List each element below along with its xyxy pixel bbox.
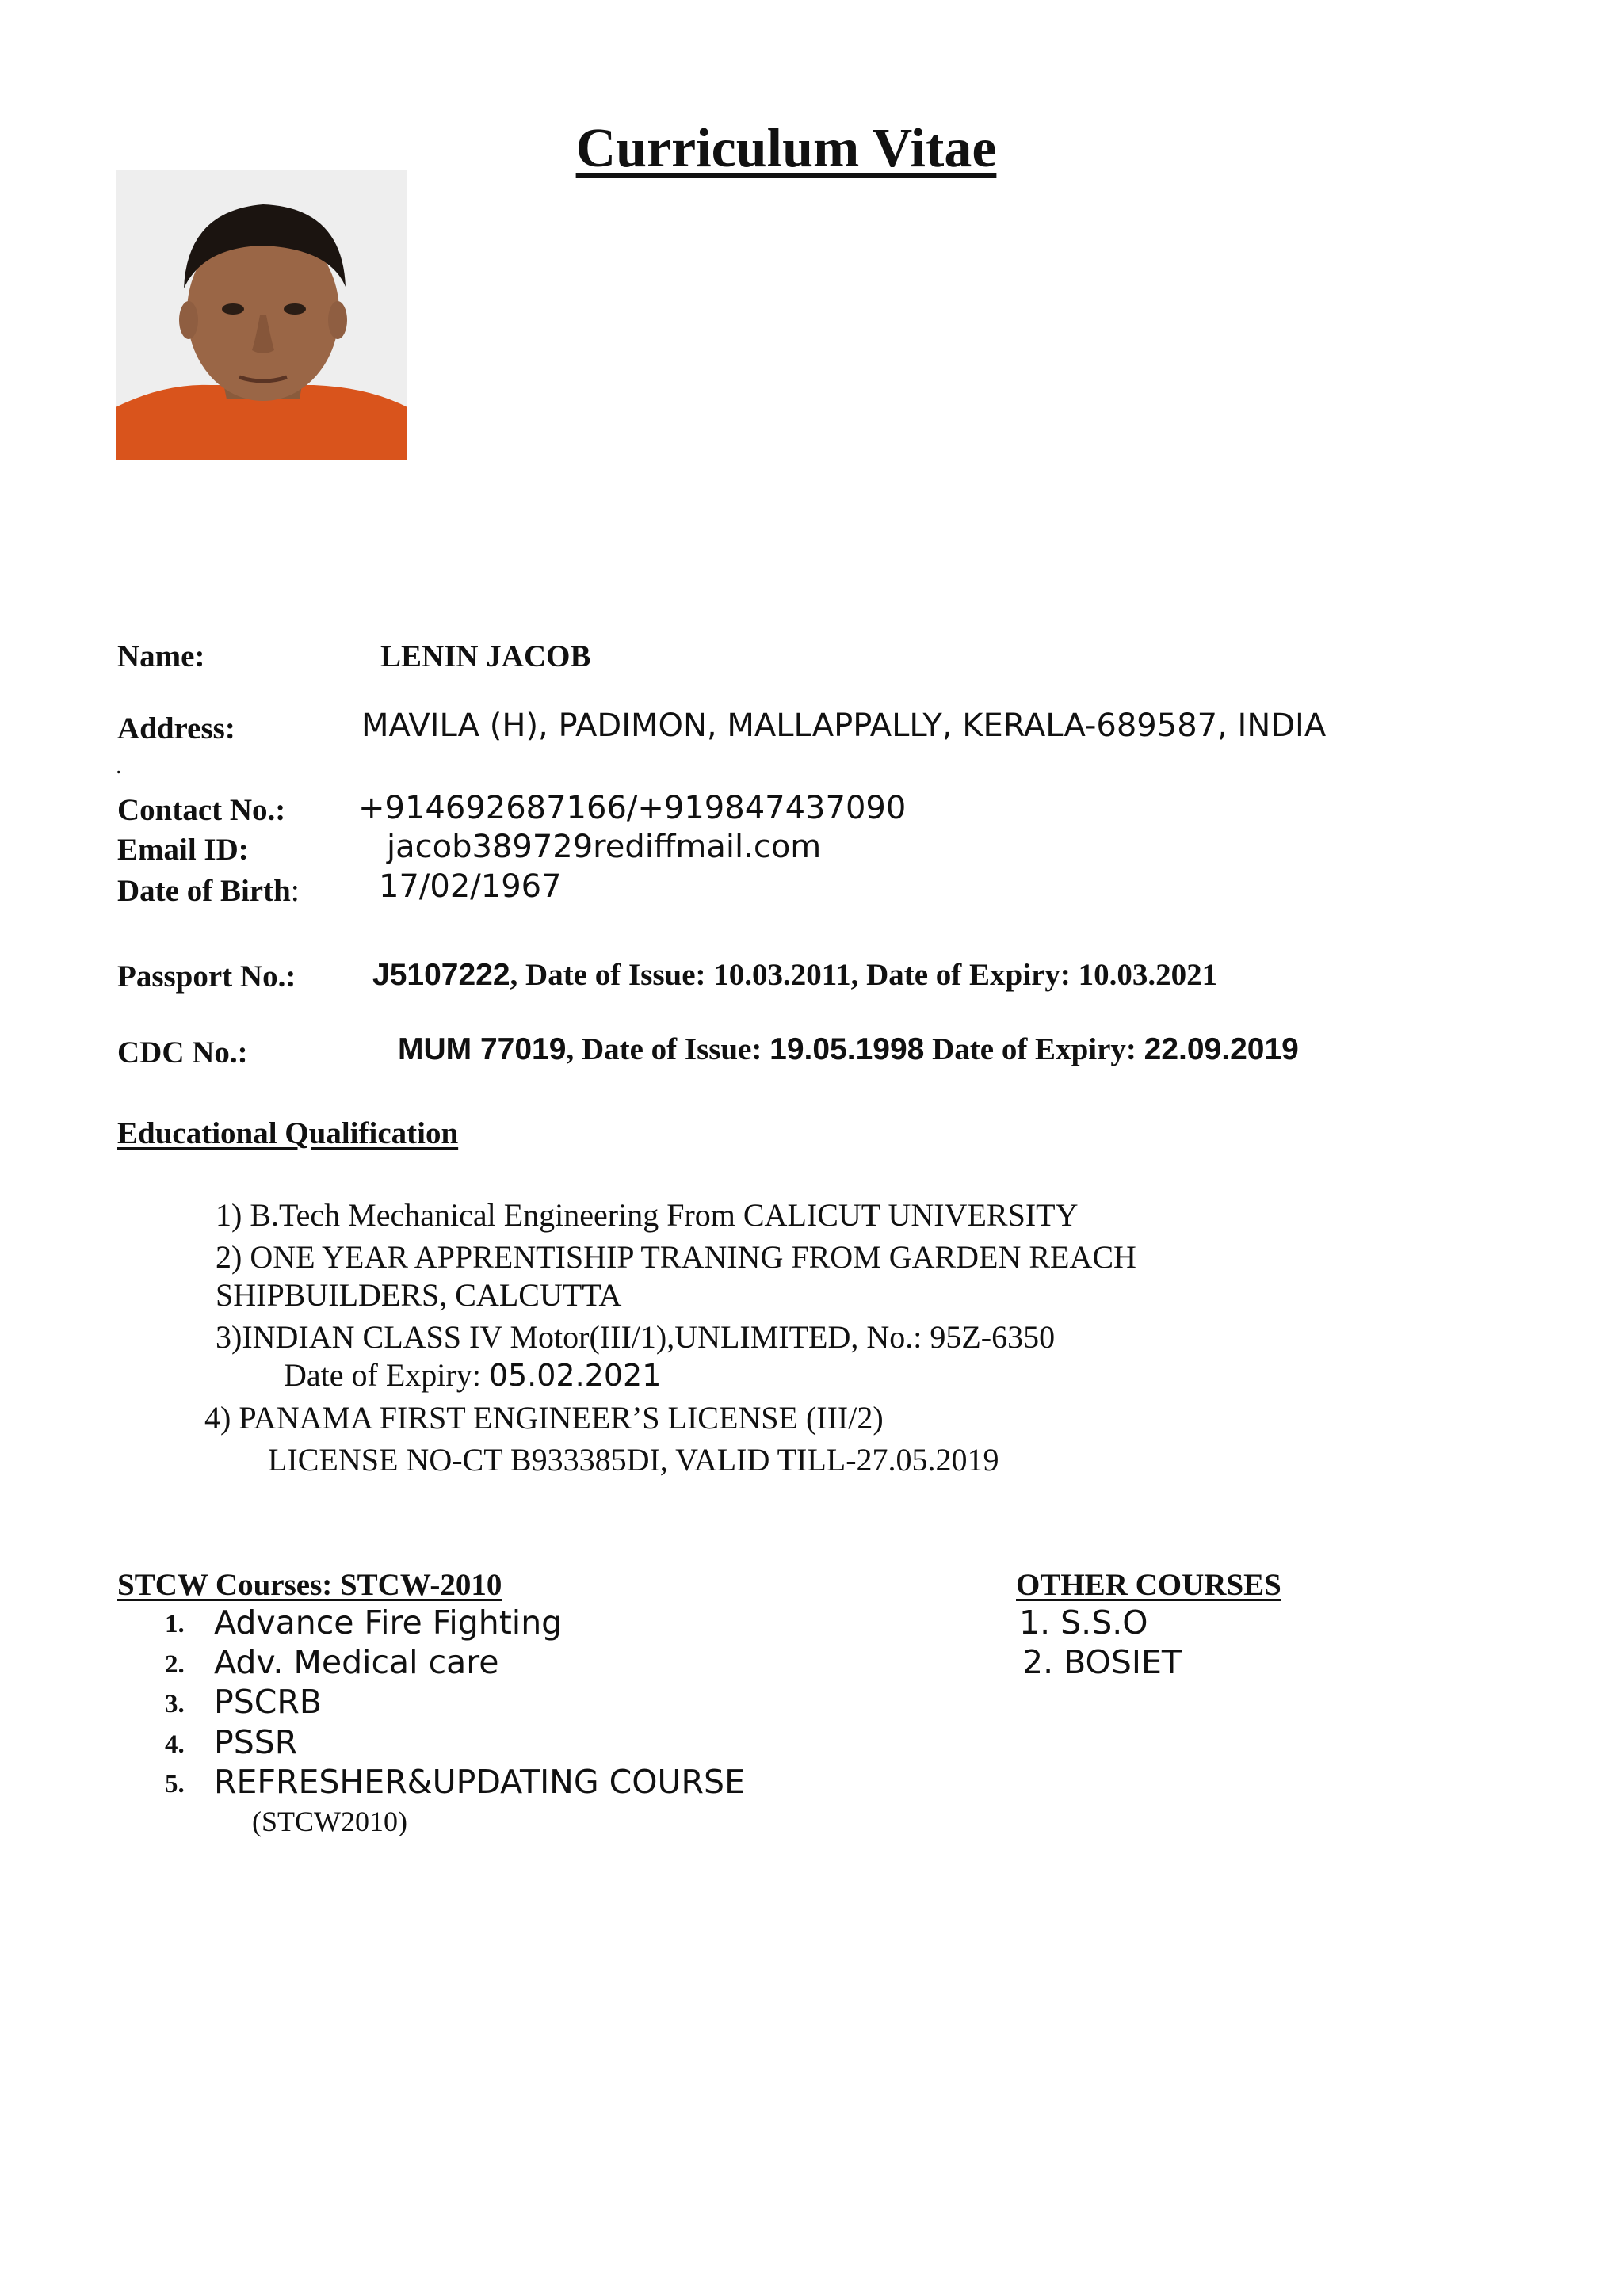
- stcw-item: Adv. Medical care: [214, 1643, 499, 1681]
- stcw-item-num: 1.: [165, 1610, 185, 1638]
- cdc-issue-label: , Date of Issue:: [566, 1032, 770, 1066]
- dob-label-main: Date of Birth: [117, 874, 291, 908]
- cdc-issue-date: 19.05.1998: [769, 1032, 925, 1066]
- education-item-2: 2) ONE YEAR APPRENTISHIP TRANING FROM GARDEN REACH: [216, 1239, 1136, 1275]
- stcw-item: PSSR: [214, 1723, 298, 1761]
- dob-label-colon: :: [290, 872, 300, 908]
- expiry-label: Date of Expiry:: [284, 1357, 489, 1393]
- dob-label: [117, 871, 300, 909]
- stcw-item: PSCRB: [214, 1683, 322, 1721]
- name-label: Name:: [117, 639, 205, 673]
- education-item-4: 4) PANAMA FIRST ENGINEER’S LICENSE (III/2): [204, 1400, 884, 1436]
- other-course-item: 2. BOSIET: [1022, 1643, 1182, 1681]
- passport-label: Passport No.:: [117, 959, 296, 994]
- email-value: jacob389729rediffmail.com: [387, 829, 822, 865]
- contact-label: Contact No.:: [117, 793, 286, 827]
- dob-value: 17/02/1967: [379, 868, 562, 905]
- education-heading: Educational Qualification: [117, 1116, 459, 1150]
- contact-value: +914692687166/+919847437090: [358, 790, 907, 826]
- address-value: MAVILA (H), PADIMON, MALLAPPALLY, KERALA-689587, INDIA: [361, 707, 1327, 744]
- name-value: LENIN JACOB: [380, 639, 591, 673]
- document-title: Curriculum Vitae: [575, 118, 997, 179]
- education-item-4-cont: LICENSE NO-CT B933385DI, VALID TILL-27.05.2019: [268, 1442, 999, 1478]
- stcw-item-num: 5.: [165, 1770, 185, 1798]
- education-item-2-cont: SHIPBUILDERS, CALCUTTA: [216, 1277, 622, 1313]
- address-label: Address:: [117, 711, 235, 746]
- cdc-expiry-date: 22.09.2019: [1144, 1032, 1299, 1066]
- other-course-item: 1. S.S.O: [1019, 1604, 1148, 1642]
- stcw-item-num: 3.: [165, 1690, 185, 1718]
- cdc-number: MUM 77019: [398, 1032, 567, 1066]
- education-item-3-expiry: [284, 1356, 661, 1394]
- stcw-item-num: 2.: [165, 1650, 185, 1679]
- passport-number: J5107222: [372, 958, 510, 992]
- cdc-expiry-label: Date of Expiry:: [924, 1032, 1144, 1066]
- email-label: Email ID:: [117, 833, 249, 867]
- cdc-label: CDC No.:: [117, 1035, 248, 1070]
- stcw-item: Advance Fire Fighting: [214, 1604, 563, 1642]
- passport-details: , Date of Issue: 10.03.2011, Date of Expiry: 10.03.2021: [510, 958, 1218, 992]
- education-item-1: 1) B.Tech Mechanical Engineering From CALICUT UNIVERSITY: [216, 1197, 1079, 1233]
- passport-value: [372, 957, 1217, 993]
- stcw-heading: STCW Courses: STCW-2010: [117, 1568, 502, 1602]
- stcw-note: (STCW2010): [252, 1806, 407, 1837]
- stcw-item-num: 4.: [165, 1730, 185, 1759]
- cdc-value: [398, 1032, 1299, 1067]
- stray-mark: .: [116, 753, 122, 779]
- education-item-3: 3)INDIAN CLASS IV Motor(III/1),UNLIMITED, No.: 95Z-6350: [216, 1319, 1056, 1355]
- stcw-item: REFRESHER&UPDATING COURSE: [214, 1763, 745, 1801]
- portrait-photo: [116, 170, 407, 460]
- expiry-value: 05.02.2021: [488, 1358, 662, 1393]
- other-courses-heading: OTHER COURSES: [1016, 1568, 1281, 1602]
